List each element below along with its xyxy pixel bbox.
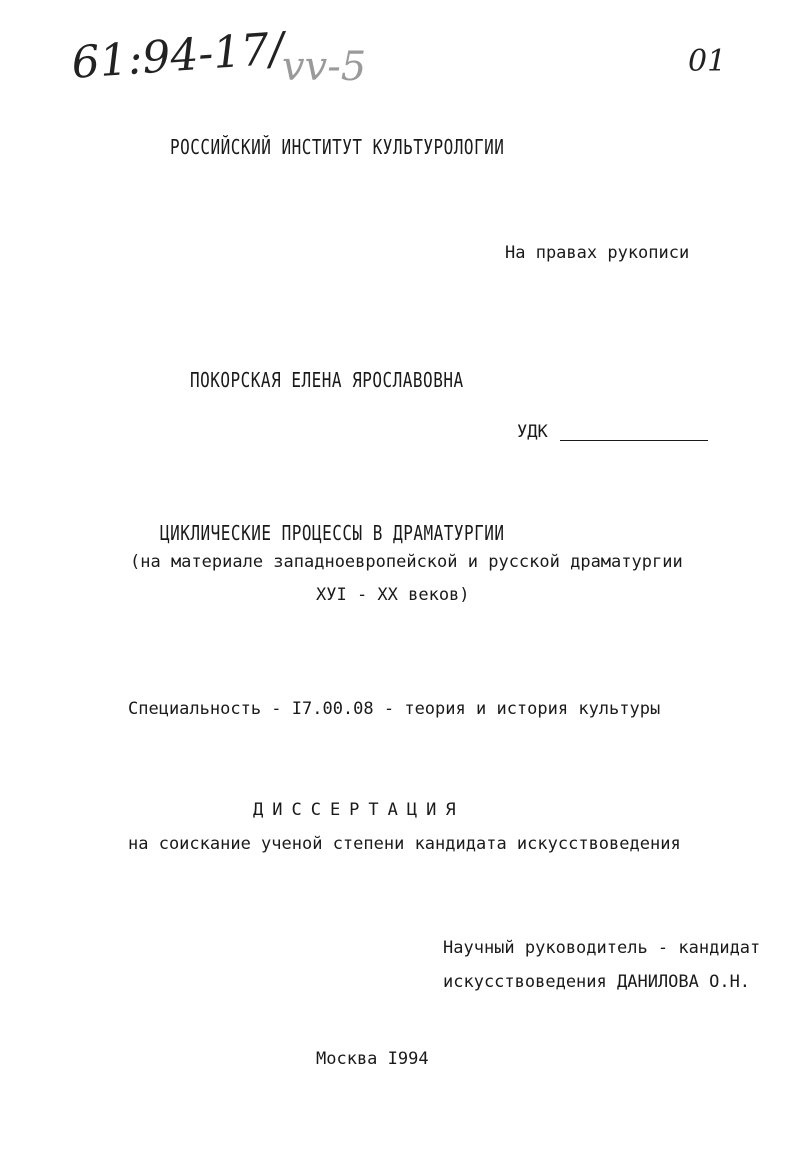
specialty-line: Специальность - I7.00.08 - теория и история культуры xyxy=(128,699,661,719)
author-name: ПОКОРСКАЯ ЕЛЕНА ЯРОСЛАВОВНА xyxy=(190,368,464,392)
dissertation-title: ЦИКЛИЧЕСКИЕ ПРОЦЕССЫ В ДРАМАТУРГИИ xyxy=(160,521,505,545)
udk-blank-line xyxy=(560,440,708,441)
manuscript-rights-note: На правах рукописи xyxy=(505,243,690,263)
handwritten-archive-code: 61:94-17/ xyxy=(70,23,286,89)
handwritten-page-number: 01 xyxy=(688,44,727,79)
supervisor-line-2: искусствоведения ДАНИЛОВА О.Н. xyxy=(443,972,751,992)
handwritten-archive-code-faded: ⅴⅴ-5 xyxy=(282,44,367,90)
institute-name: РОССИЙСКИЙ ИНСТИТУТ КУЛЬТУРОЛОГИИ xyxy=(170,135,505,159)
dissertation-heading: ДИССЕРТАЦИЯ xyxy=(253,800,465,820)
supervisor-line-1: Научный руководитель - кандидат xyxy=(443,938,761,958)
dissertation-subtitle-line-2: ХУI - XX веков) xyxy=(316,585,470,605)
udk-label: УДК xyxy=(517,422,548,442)
dissertation-subtitle-line-1: (на материале западноевропейской и русской драматургии xyxy=(130,552,683,572)
place-and-year: Москва I994 xyxy=(316,1049,429,1069)
degree-purpose-line: на соискание ученой степени кандидата искусствоведения xyxy=(128,834,681,854)
